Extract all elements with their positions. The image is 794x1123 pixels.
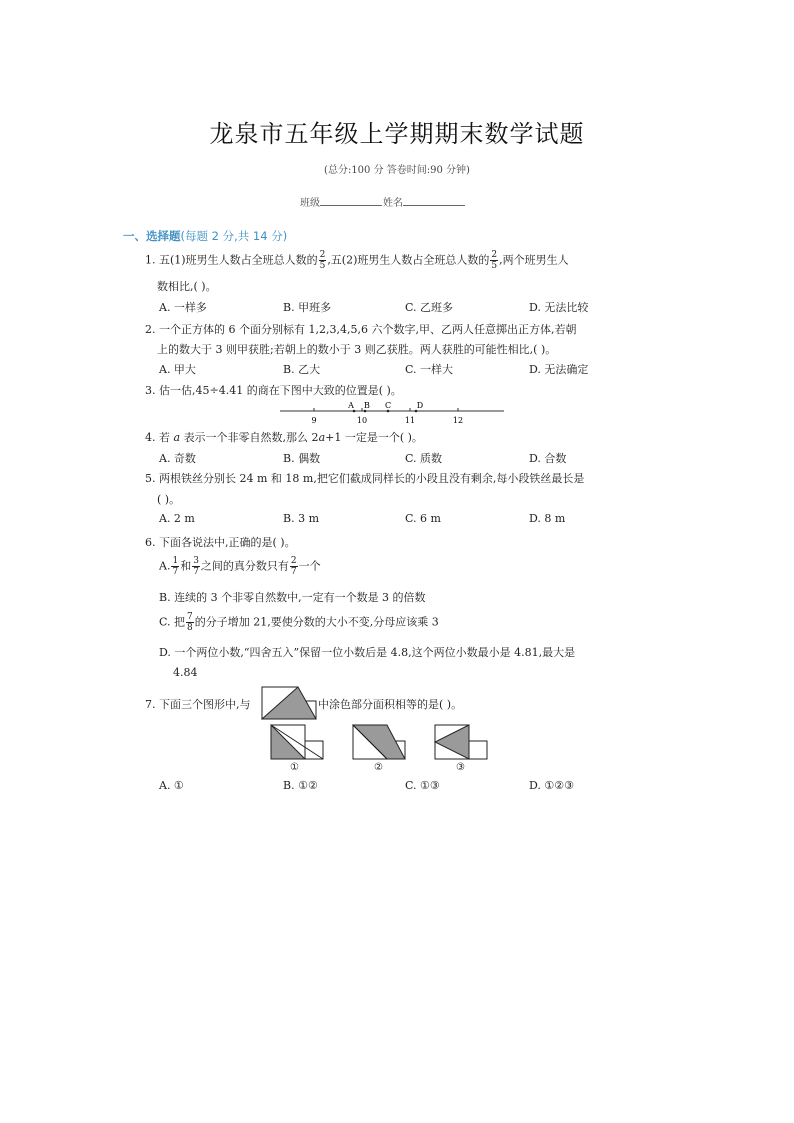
q7-option-b[interactable]: B. ①②: [283, 779, 318, 792]
name-blank: [403, 196, 465, 206]
q1-text-b: ,五(2)班男生人数占全班总人数的: [327, 253, 490, 267]
point-c: [387, 410, 390, 413]
q4-option-d[interactable]: D. 合数: [529, 452, 567, 465]
q2-option-d[interactable]: D. 无法确定: [529, 363, 589, 376]
q1-line2: 数相比,( )。: [157, 280, 217, 293]
q1-line1: [145, 250, 569, 271]
section-note: (每题 2 分,共 14 分): [180, 229, 288, 243]
q5-option-c[interactable]: C. 6 m: [405, 512, 441, 525]
name-label: 姓名: [383, 198, 403, 209]
point-label-c: C: [384, 401, 392, 410]
q1-option-c[interactable]: C. 乙班多: [405, 301, 454, 314]
q5-line2: ( )。: [157, 493, 181, 506]
q4-text-b: 表示一个非零自然数,那么 2: [183, 431, 319, 444]
tick-label-9: 9: [311, 416, 317, 425]
class-field: [300, 194, 382, 209]
q6-option-a[interactable]: A. $\frac{1}{7}$ 和 $\frac{3}{7}$ 之间的真分数只有 $\frac{2}{7}$ 一个: [159, 556, 321, 577]
q1-option-d[interactable]: D. 无法比较: [529, 301, 589, 314]
point-label-b: B: [364, 401, 370, 410]
q4-text-a: 4. 若: [145, 431, 170, 444]
q7-option-c[interactable]: C. ①③: [405, 779, 440, 792]
q6-option-d-cont: 4.84: [173, 666, 198, 679]
q4-option-b[interactable]: B. 偶数: [283, 452, 321, 465]
class-label: 班级: [300, 198, 320, 209]
point-a: [353, 410, 356, 413]
figure-1-label: ①: [290, 762, 299, 773]
section-title: 一、选择题: [123, 229, 181, 243]
name-field: [383, 194, 465, 209]
point-b: [364, 410, 367, 413]
q1-fraction-2: $\frac{2}{5}$: [491, 250, 498, 271]
q6a-fraction-3: $\frac{2}{7}$: [290, 556, 297, 577]
q1-text-c: ,两个班男生人: [499, 253, 569, 267]
q1-text-a: 1. 五(1)班男生人数占全班总人数的: [145, 253, 318, 267]
q4-option-a[interactable]: A. 奇数: [159, 452, 196, 465]
q2-option-a[interactable]: A. 甲大: [159, 363, 196, 376]
page-title: 龙泉市五年级上学期期末数学试题: [209, 120, 585, 148]
q4-text-c: +1 一定是一个( )。: [325, 431, 423, 444]
q5-line1: 5. 两根铁丝分别长 24 m 和 18 m,把它们截成同样长的小段且没有剩余,每小段铁丝最长是: [145, 472, 585, 485]
tick-label-10: 10: [356, 416, 368, 425]
q4-line1: [145, 429, 423, 445]
figure-2: [352, 724, 406, 760]
q6c-fraction: $\frac{7}{8}$: [187, 612, 193, 633]
q2-line2: 上的数大于 3 则甲获胜;若朝上的数小于 3 则乙获胜。两人获胜的可能性相比,( )。: [157, 343, 557, 356]
q2-option-b[interactable]: B. 乙大: [283, 363, 321, 376]
fig3-small-square: [469, 741, 487, 759]
class-blank: [320, 196, 382, 206]
point-label-d: D: [416, 401, 424, 410]
section-heading: [123, 228, 287, 244]
point-d: [415, 410, 418, 413]
q7-line1b: 中涂色部分面积相等的是( )。: [318, 698, 463, 711]
q1-fraction-1: $\frac{2}{5}$: [319, 250, 326, 271]
q5-option-b[interactable]: B. 3 m: [283, 512, 320, 525]
figure-1: [270, 724, 324, 760]
figure-3-label: ③: [456, 762, 465, 773]
q5-option-d[interactable]: D. 8 m: [529, 512, 566, 525]
q4-variable: a: [173, 431, 181, 444]
q2-option-c[interactable]: C. 一样大: [405, 363, 454, 376]
q7-option-a[interactable]: A. ①: [159, 779, 184, 792]
figure-3: [434, 724, 488, 760]
q2-line1: 2. 一个正方体的 6 个面分别标有 1,2,3,4,5,6 六个数字,甲、乙两人任意掷出正方体,若朝: [145, 323, 577, 336]
q4-variable-2: a: [318, 431, 326, 444]
q5-option-a[interactable]: A. 2 m: [159, 512, 195, 525]
figure-2-label: ②: [374, 762, 383, 773]
tick-label-11: 11: [404, 416, 416, 425]
q6-line1: 6. 下面各说法中,正确的是( )。: [145, 536, 296, 549]
q1-option-a[interactable]: A. 一样多: [159, 301, 207, 314]
q6a-fraction-1: $\frac{1}{7}$: [172, 556, 179, 577]
q6a-fraction-2: $\frac{3}{7}$: [193, 556, 199, 577]
tick-label-12: 12: [452, 416, 464, 425]
q6-option-b[interactable]: B. 连续的 3 个非零自然数中,一定有一个数是 3 的倍数: [159, 591, 426, 604]
number-line: [276, 398, 508, 426]
exam-info: (总分:100 分 答卷时间:90 分钟): [324, 165, 470, 176]
reference-figure: [261, 686, 317, 720]
q6-option-d[interactable]: D. 一个两位小数,“四舍五入”保留一位小数后是 4.8,这个两位小数最小是 4.81,最大是: [159, 646, 576, 659]
q7-line1: 7. 下面三个图形中,与: [145, 698, 251, 711]
q6-option-c[interactable]: C. 把 $\frac{7}{8}$ 的分子增加 21,要使分数的大小不变,分母应该乘 3: [159, 612, 439, 633]
q3-line1: 3. 估一估,45÷4.41 的商在下图中大致的位置是( )。: [145, 384, 402, 397]
q1-option-b[interactable]: B. 甲班多: [283, 301, 332, 314]
point-label-a: A: [348, 401, 354, 410]
q7-option-d[interactable]: D. ①②③: [529, 779, 575, 792]
q4-option-c[interactable]: C. 质数: [405, 452, 443, 465]
fig1-small-square: [305, 741, 323, 759]
